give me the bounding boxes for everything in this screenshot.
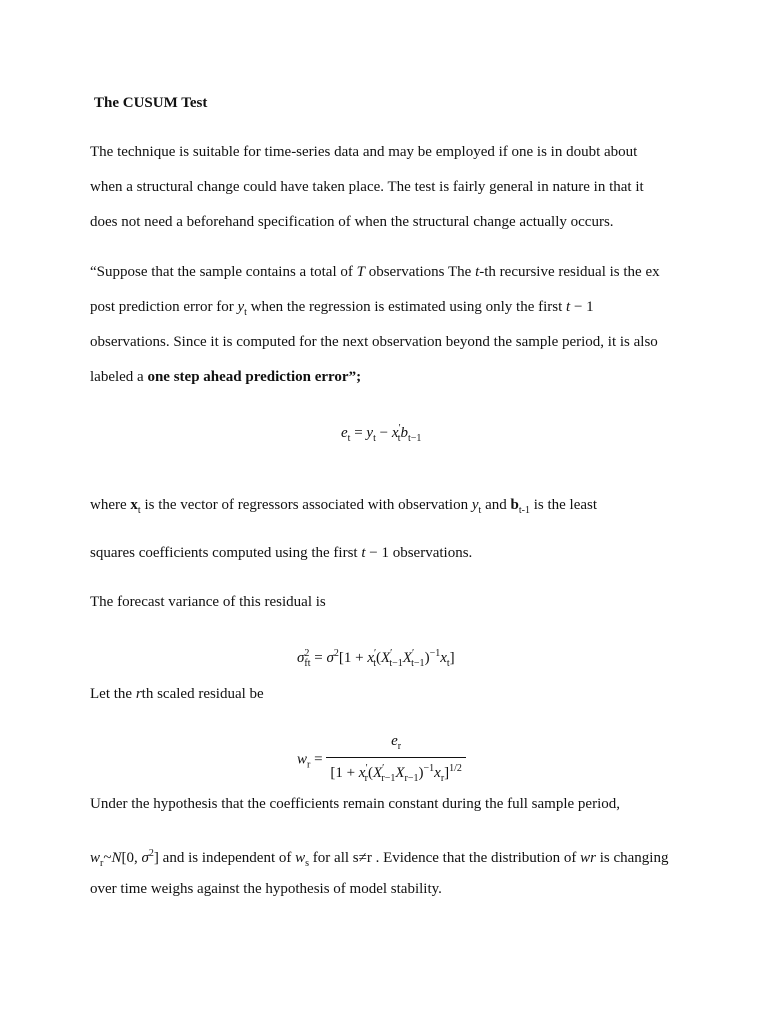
paragraph-scaled-residual: Let the rth scaled residual be [90,686,264,702]
paragraph-regressors-line-2: squares coefficients computed using the first t − 1 observations. [90,545,473,561]
paragraph-intro-line-1: The technique is suitable for time-series data and may be employed if one is in doubt about [90,144,638,160]
document-title: The CUSUM Test [94,95,208,111]
equation-recursive-residual: $e_t = y_t - x'_tb_{t-1}$ [341,423,422,444]
quote-line-4: labeled a one step ahead prediction error”; [90,369,362,385]
paragraph-forecast-variance: The forecast variance of this residual is [90,594,326,610]
equation-forecast-variance: $\sigma^2_{ft} = \sigma^2[1 + x'_t(X'_{t-1}X'_{t-1})^{-1}x_t]$ [297,648,455,669]
paragraph-distribution-line-1: $w_r\sim N[0$, $\sigma^2$] and is independent of $w_s$ for all s≠r . Evidence that the distribution of wr is changing [90,848,669,869]
paragraph-intro-line-3: does not need a beforehand specification of when the structural change actually occurs. [90,214,614,230]
quote-line-2: post prediction error for $y_t$ when the regression is estimated using only the first t − 1 [90,299,594,318]
paragraph-distribution-line-2: over time weighs against the hypothesis of model stability. [90,881,442,897]
fraction-denominator: $[1 + x'_r(X'_{r-1}X_{r-1})^{-1}x_r]^{1/2}$ [330,763,462,784]
scaled-residual-fraction [326,732,466,788]
fraction-numerator: $e_r$ [326,732,466,758]
paragraph-intro-line-2: when a structural change could have taken place. The test is fairly general in nature in that it [90,179,644,195]
quote-line-3: observations. Since it is computed for the next observation beyond the sample period, it is also [90,334,658,350]
quote-line-1: “Suppose that the sample contains a total of T observations The t-th recursive residual is the ex [90,264,660,280]
equation-scaled-residual: $w_r$ = $\frac{e_r}{[1 + x'_r(X'_{r-1}X_{r-1})^{-1}x_r]^{1/2}}$ [297,732,466,788]
paragraph-regressors-line-1: where $x_t$ is the vector of regressors associated with observation $y_t$ and $b_{t-1}$ is the least [90,497,598,516]
paragraph-hypothesis: Under the hypothesis that the coefficients remain constant during the full sample period, [90,796,620,812]
